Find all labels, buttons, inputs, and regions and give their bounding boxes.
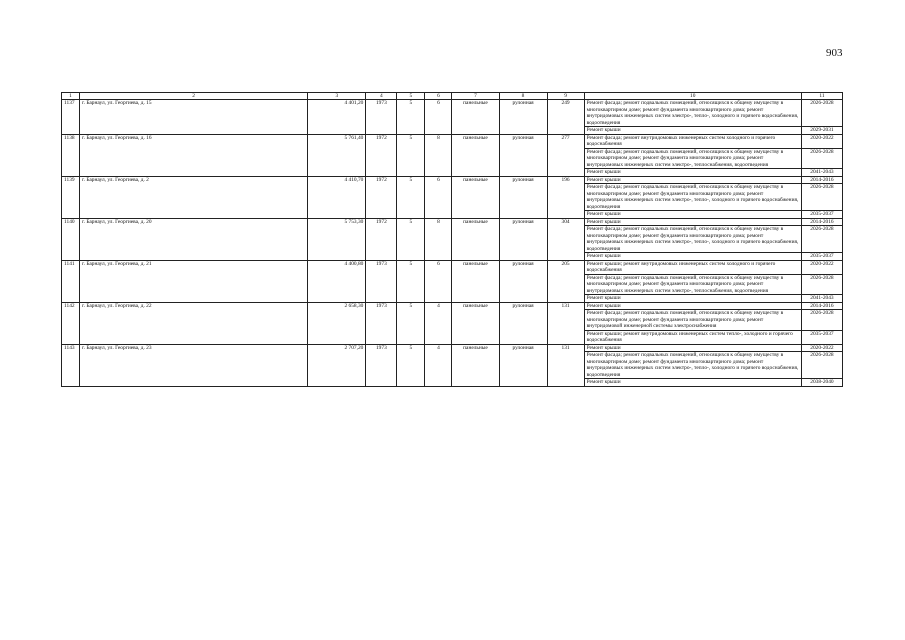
house-address: г. Барнаул, ул. Георгиева, д. 16 xyxy=(80,134,308,176)
house-number: 1137 xyxy=(62,100,80,135)
house-number: 1140 xyxy=(62,218,80,260)
column-header: 3 xyxy=(308,93,366,100)
house-area: 5 761,40 xyxy=(308,134,366,176)
table-row xyxy=(62,218,843,226)
work-period: 2035-2037 xyxy=(801,330,842,344)
house-floors: 5 xyxy=(397,218,425,260)
house-flats: 277 xyxy=(547,134,584,176)
table-row xyxy=(62,176,843,184)
work-period: 2020-2022 xyxy=(801,134,842,148)
work-description: Ремонт фасада; ремонт подвальных помещений, относящихся к общему имуществу в многоквартирном доме; ремонт фундамента многоквартирного дома; ремонт внутридомовых инженерных систем электро-, тепло-, холодного и горячего водоснабжения, водоотведения xyxy=(584,352,801,379)
work-description: Ремонт крыши xyxy=(584,253,801,261)
house-floors: 5 xyxy=(397,344,425,386)
column-header: 4 xyxy=(366,93,397,100)
house-floors: 5 xyxy=(397,302,425,344)
house-year: 1973 xyxy=(366,344,397,386)
house-entrances: 6 xyxy=(425,100,452,135)
work-description: Ремонт крыши xyxy=(584,169,801,177)
work-period: 2026-2028 xyxy=(801,310,842,331)
table-row xyxy=(62,344,843,352)
house-area: 5 753,30 xyxy=(308,218,366,260)
house-number: 1141 xyxy=(62,260,80,302)
work-description: Ремонт крыши xyxy=(584,218,801,226)
work-description: Ремонт крыши xyxy=(584,127,801,135)
work-period: 2014-2016 xyxy=(801,176,842,184)
house-entrances: 4 xyxy=(425,344,452,386)
work-period: 2035-2037 xyxy=(801,211,842,219)
work-period: 2026-2028 xyxy=(801,352,842,379)
house-roof-type: рулонная xyxy=(499,100,547,135)
work-description: Ремонт крыши xyxy=(584,344,801,352)
work-period: 2026-2028 xyxy=(801,274,842,295)
house-year: 1973 xyxy=(366,100,397,135)
work-period: 2020-2022 xyxy=(801,260,842,274)
house-number: 1139 xyxy=(62,176,80,218)
column-header: 1 xyxy=(62,93,80,100)
house-address: г. Барнаул, ул. Георгиева, д. 23 xyxy=(80,344,308,386)
house-entrances: 6 xyxy=(425,176,452,218)
house-area: 4 410,70 xyxy=(308,176,366,218)
house-year: 1972 xyxy=(366,176,397,218)
column-header: 6 xyxy=(425,93,452,100)
house-wall-material: панельные xyxy=(452,344,499,386)
house-address: г. Барнаул, ул. Георгиева, д. 22 xyxy=(80,302,308,344)
table-row xyxy=(62,134,843,148)
house-area: 2 707,20 xyxy=(308,344,366,386)
house-year: 1973 xyxy=(366,260,397,302)
house-roof-type: рулонная xyxy=(499,260,547,302)
work-period: 2014-2016 xyxy=(801,218,842,226)
house-number: 1138 xyxy=(62,134,80,176)
house-area: 4 401,20 xyxy=(308,100,366,135)
column-header: 10 xyxy=(584,93,801,100)
work-description: Ремонт крыши; ремонт внутридомовых инженерных систем тепло-, холодного и горячего водоснабжения xyxy=(584,330,801,344)
house-year: 1972 xyxy=(366,218,397,260)
house-wall-material: панельные xyxy=(452,218,499,260)
house-roof-type: рулонная xyxy=(499,134,547,176)
house-address: г. Барнаул, ул. Георгиева, д. 20 xyxy=(80,218,308,260)
house-year: 1972 xyxy=(366,134,397,176)
house-area: 2 658,30 xyxy=(308,302,366,344)
house-address: г. Барнаул, ул. Георгиева, д. 2 xyxy=(80,176,308,218)
column-header: 8 xyxy=(499,93,547,100)
house-flats: 131 xyxy=(547,344,584,386)
house-entrances: 8 xyxy=(425,218,452,260)
work-period: 2041-2043 xyxy=(801,169,842,177)
work-period: 2035-2037 xyxy=(801,253,842,261)
house-wall-material: панельные xyxy=(452,176,499,218)
housing-repair-table xyxy=(61,92,843,387)
house-floors: 5 xyxy=(397,100,425,135)
house-floors: 5 xyxy=(397,134,425,176)
house-flats: 131 xyxy=(547,302,584,344)
work-period: 2026-2028 xyxy=(801,184,842,211)
house-address: г. Барнаул, ул. Георгиева, д. 21 xyxy=(80,260,308,302)
house-floors: 5 xyxy=(397,260,425,302)
work-description: Ремонт крыши xyxy=(584,379,801,387)
work-description: Ремонт крыши xyxy=(584,302,801,310)
work-description: Ремонт фасада; ремонт внутридомовых инженерных систем холодного и горячего водоснабжения xyxy=(584,134,801,148)
house-wall-material: панельные xyxy=(452,100,499,135)
house-roof-type: рулонная xyxy=(499,344,547,386)
work-period: 2026-2028 xyxy=(801,100,842,127)
work-description: Ремонт фасада; ремонт подвальных помещений, относящихся к общему имуществу в многоквартирном доме; ремонт фундамента многоквартирного дома; ремонт внутридомовой инженерной системы электроснабжения xyxy=(584,310,801,331)
page-number: 903 xyxy=(826,47,843,59)
work-description: Ремонт фасада; ремонт подвальных помещений, относящихся к общему имуществу в многоквартирном доме; ремонт фундамента многоквартирного дома; ремонт внутридомовых инженерных систем электро-, тепло-, холодного и горячего водоснабжения, водоотведения xyxy=(584,226,801,253)
house-wall-material: панельные xyxy=(452,260,499,302)
work-period: 2020-2022 xyxy=(801,344,842,352)
house-entrances: 8 xyxy=(425,134,452,176)
work-period: 2038-2040 xyxy=(801,379,842,387)
house-entrances: 4 xyxy=(425,302,452,344)
house-roof-type: рулонная xyxy=(499,176,547,218)
column-header: 7 xyxy=(452,93,499,100)
work-period: 2014-2016 xyxy=(801,302,842,310)
column-header: 5 xyxy=(397,93,425,100)
house-entrances: 6 xyxy=(425,260,452,302)
column-header: 2 xyxy=(80,93,308,100)
house-wall-material: панельные xyxy=(452,134,499,176)
house-number: 1142 xyxy=(62,302,80,344)
house-flats: 304 xyxy=(547,218,584,260)
house-year: 1973 xyxy=(366,302,397,344)
work-description: Ремонт фасада; ремонт подвальных помещений, относящихся к общему имуществу в многоквартирном доме; ремонт фундамента многоквартирного дома; ремонт внутридомовых инженерных систем электро-, тепло-, холодного и горячего водоснабжения, водоотведения xyxy=(584,100,801,127)
work-description: Ремонт фасада; ремонт подвальных помещений, относящихся к общему имуществу в многоквартирном доме; ремонт фундамента многоквартирного дома; ремонт внутридомовых инженерных систем электро-, теплоснабжения, водоотведения xyxy=(584,274,801,295)
work-period: 2041-2043 xyxy=(801,295,842,303)
work-description: Ремонт крыши xyxy=(584,295,801,303)
table-header-row xyxy=(62,93,843,100)
house-area: 4 400,80 xyxy=(308,260,366,302)
house-roof-type: рулонная xyxy=(499,218,547,260)
work-period: 2026-2028 xyxy=(801,226,842,253)
house-flats: 249 xyxy=(547,100,584,135)
work-description: Ремонт фасада; ремонт подвальных помещений, относящихся к общему имуществу в многоквартирном доме; ремонт фундамента многоквартирного дома; ремонт внутридомовых инженерных систем электро-, теплоснабжения, водоотведения xyxy=(584,148,801,169)
house-roof-type: рулонная xyxy=(499,302,547,344)
column-header: 11 xyxy=(801,93,842,100)
table-row xyxy=(62,260,843,274)
house-flats: 196 xyxy=(547,176,584,218)
house-wall-material: панельные xyxy=(452,302,499,344)
work-description: Ремонт крыши xyxy=(584,211,801,219)
column-header: 9 xyxy=(547,93,584,100)
work-description: Ремонт крыши xyxy=(584,176,801,184)
work-period: 2029-2031 xyxy=(801,127,842,135)
table-row xyxy=(62,302,843,310)
house-address: г. Барнаул, ул. Георгиева, д. 15 xyxy=(80,100,308,135)
work-description: Ремонт крыши; ремонт внутридомовых инженерных систем холодного и горячего водоснабжения xyxy=(584,260,801,274)
house-number: 1143 xyxy=(62,344,80,386)
table-row xyxy=(62,100,843,127)
work-description: Ремонт фасада; ремонт подвальных помещений, относящихся к общему имуществу в многоквартирном доме; ремонт фундамента многоквартирного дома; ремонт внутридомовых инженерных систем электро-, тепло-, холодного и горячего водоснабжения, водоотведения xyxy=(584,184,801,211)
house-floors: 5 xyxy=(397,176,425,218)
work-period: 2026-2028 xyxy=(801,148,842,169)
house-flats: 205 xyxy=(547,260,584,302)
